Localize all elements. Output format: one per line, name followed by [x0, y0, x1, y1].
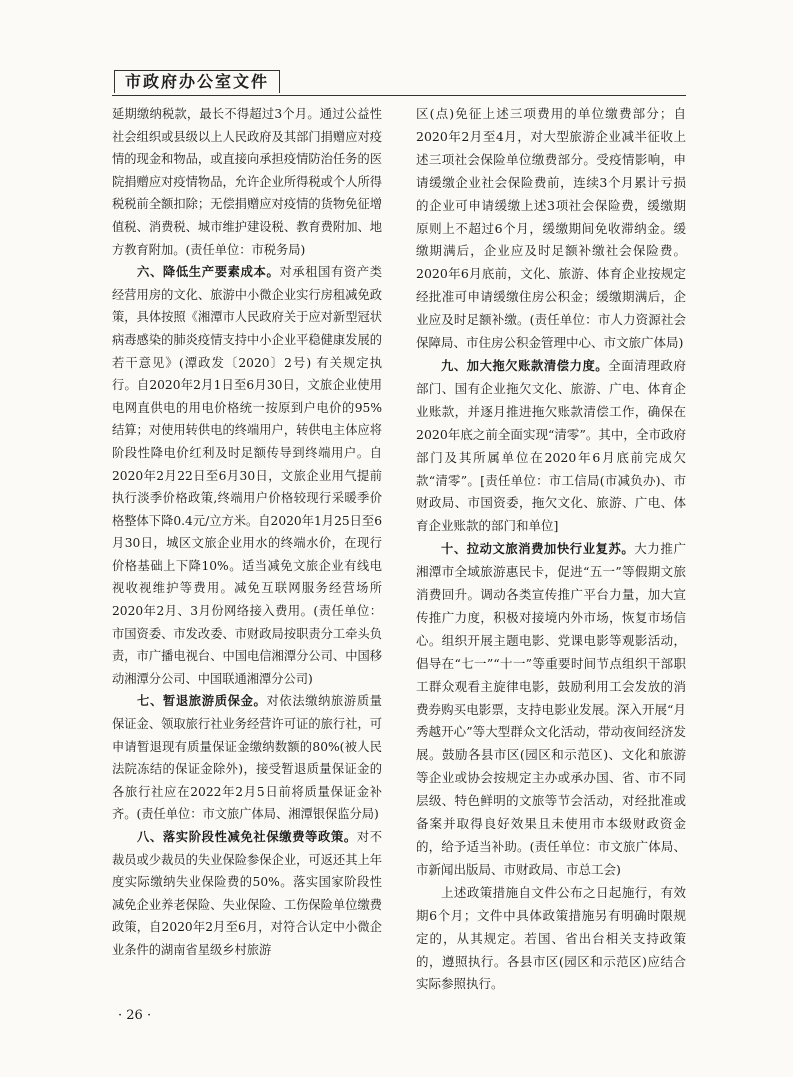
- paragraph-text: 大力推广湘潭市全域旅游惠民卡，促进“五一”等假期文旅消费回升。调动各类宣传推广平台力量，加大宣传推广力度，积极对接境内外市场，恢复市场信心。组织开展主题电影、党课电影等观影活动，倡导在“七一”“十一”等重要时间节点组织干部职工群众观看主旋律电影，鼓励利用工会发放的消费券购买电影票，支持电影业发展。深入开展“月秀越开心”等大型群众文化活动，带动夜间经济发展。鼓励各县市区(园区和示范区)、文化和旅游等企业或协会按规定主办或承办国、省、市不同层级、特色鲜明的文旅等节会活动，对经批准或备案并取得良好效果且未使用市本级财政资金的，给予适当补助。(责任单位：市文旅广体局、市新闻出版局、市财政局、市总工会): [416, 541, 686, 877]
- paragraph-seven: [112, 690, 382, 826]
- left-column: [112, 103, 382, 962]
- paragraph-text: 上述政策措施自文件公布之日起施行，有效期6个月；文件中具体政策措施另有明确时限规定的，从其规定。若国、省出台相关支持政策的，遵照执行。各县市区(园区和示范区)应结合实际参照执行。: [416, 884, 686, 992]
- header-title: 市政府办公室文件: [114, 70, 280, 93]
- paragraph-continued: [112, 103, 382, 261]
- right-column: [416, 103, 686, 996]
- section-heading: 七、暂退旅游质保金。: [137, 694, 267, 709]
- header-rule: [112, 95, 686, 96]
- paragraph-text: 区(点)免征上述三项费用的单位缴费部分；自2020年2月至4月，对大型旅游企业减半征收上述三项社会保险单位缴费部分。受疫情影响，申请缓缴企业社会保险费前，连续3个月累计亏损的企业可申请缓缴上述3项社会保险费，缓缴期原则上不超过6个月，缓缴期间免收滞纳金。缓缴期满后，企业应及时足额补缴社会保险费。2020年6月底前，文化、旅游、体育企业按规定经批准可申请缓缴住房公积金；缓缴期满后，企业应及时足额补缴。(责任单位：市人力资源社会保障局、市住房公积金管理中心、市文旅广体局): [416, 106, 686, 351]
- section-heading: 十、拉动文旅消费加快行业复苏。: [441, 542, 635, 557]
- page-number: · 26 ·: [118, 1008, 152, 1023]
- paragraph-closing: [416, 882, 686, 997]
- section-heading: 八、落实阶段性减免社保缴费等政策。: [137, 830, 357, 844]
- section-heading: 六、降低生产要素成本。: [137, 265, 280, 280]
- paragraph-eight: [112, 826, 382, 962]
- paragraph-ten: [416, 538, 686, 882]
- paragraph-text: 对依法缴纳旅游质量保证金、领取旅行社业务经营许可证的旅行社，可申请暂退现有质量保证金缴纳数额的80%(被人民法院冻结的保证金除外)，接受暂退质量保证金的各旅行社应在2022年2月5日前将质量保证金补齐。(责任单位：市文旅广体局、湘潭银保监分局): [112, 694, 382, 822]
- paragraph-six: [112, 261, 382, 690]
- section-heading: 九、加大拖欠账款清偿力度。: [441, 358, 609, 373]
- paragraph-text: 对不裁员或少裁员的失业保险参保企业，可返还其上年度实际缴纳失业保险费的50%。落实国家阶段性减免企业养老保险、失业保险、工伤保险单位缴费政策，自2020年2月至6月，对符合认定中小微企业条件的湖南省星级乡村旅游: [112, 830, 382, 957]
- paragraph-text: 对承租国有资产类经营用房的文化、旅游中小微企业实行房租减免政策，具体按照《湘潭市人民政府关于应对新型冠状病毒感染的肺炎疫情支持中小企业平稳健康发展的若干意见》(潭政发〔2020〕2号) 有关规定执行。自2020年2月1日至6月30日，文旅企业使用电网直供电的用电价格统一按原到户电价的95%结算；对使用转供电的终端用户，转供电主体应将阶段性降电价红利及时足额传导到终端用户。自2020年2月22日至6月30日，文旅企业用气提前执行淡季价格政策,终端用户价格较现行采暖季价格整体下降0.4元/立方米。自2020年1月25日至6月30日，城区文旅企业用水的终端水价，在现行价格基础上下降10%。适当减免文旅企业有线电视收视维护等费用。减免互联网服务经营场所2020年2月、3月份网络接入费用。(责任单位：市国资委、市发改委、市财政局按职责分工牵头负责，市广播电视台、中国电信湘潭分公司、中国移动湘潭分公司、中国联通湘潭分公司): [112, 265, 382, 686]
- paragraph-text: 全面清理政府部门、国有企业拖欠文化、旅游、广电、体育企业账款，并逐月推进拖欠账款清偿工作，确保在2020年底之前全面实现“清零”。其中，全市政府部门及其所属单位在2020年6月底前完成欠款“清零”。[责任单位：市工信局(市减负办)、市财政局、市国资委，拖欠文化、旅游、广电、体育企业账款的部门和单位]: [416, 357, 686, 534]
- paragraph-continued: [416, 103, 686, 355]
- paragraph-text: 延期缴纳税款，最长不得超过3个月。通过公益性社会组织或县级以上人民政府及其部门捐赠应对疫情的现金和物品，或直接向承担疫情防治任务的医院捐赠应对疫情物品，允许企业所得税或个人所得税税前全额扣除；无偿捐赠应对疫情的货物免征增值税、消费税、城市维护建设税、教育费附加、地方教育附加。(责任单位：市税务局): [112, 107, 382, 257]
- running-header: [112, 70, 686, 96]
- paragraph-nine: [416, 355, 686, 538]
